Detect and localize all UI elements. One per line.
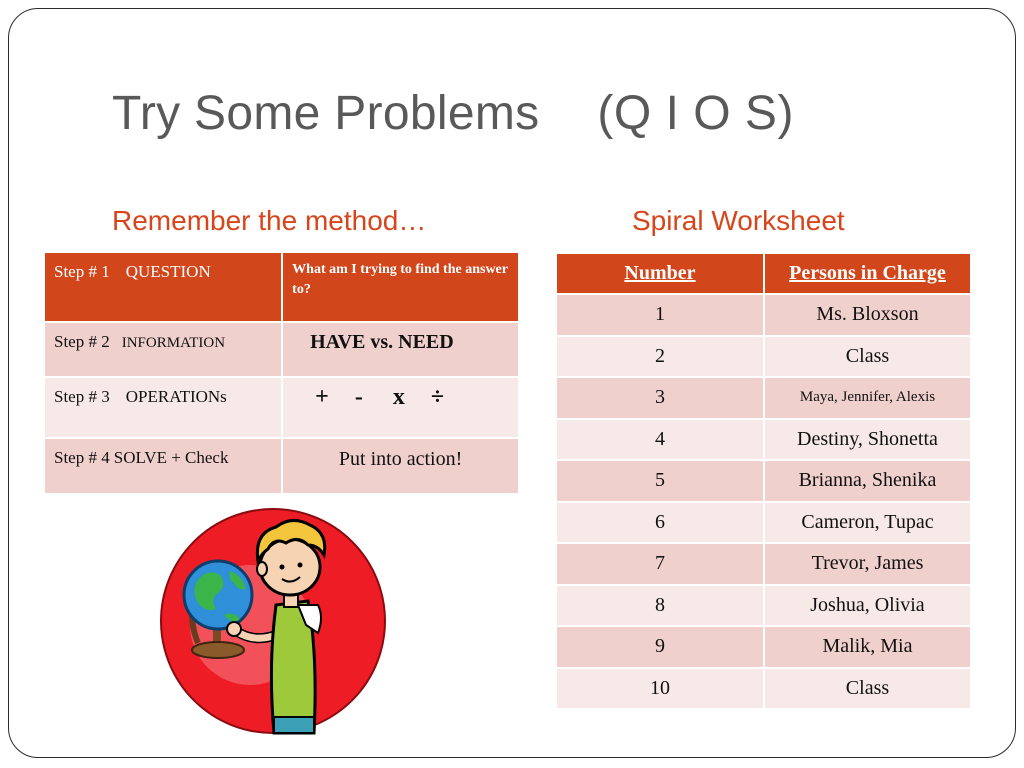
- step3-cell: [44, 377, 282, 438]
- table-row: [556, 336, 971, 378]
- spiral-header-row: [556, 253, 971, 294]
- row-persons: Ms. Bloxson: [764, 294, 971, 336]
- method-row-step1: [44, 252, 519, 322]
- method-heading: Remember the method…: [112, 205, 427, 236]
- row-persons: Maya, Jennifer, Alexis: [764, 377, 971, 419]
- step4-content: Put into action!: [282, 438, 519, 494]
- row-number: 7: [556, 543, 764, 585]
- step3-name: OPERATIONs: [125, 387, 227, 406]
- row-number: 6: [556, 502, 764, 544]
- row-persons: Class: [764, 336, 971, 378]
- row-number: 5: [556, 460, 764, 502]
- step1-cell: [44, 252, 282, 322]
- row-persons: Brianna, Shenika: [764, 460, 971, 502]
- row-persons: Destiny, Shonetta: [764, 419, 971, 461]
- step4-number: Step # 4: [54, 448, 110, 467]
- persons-column-header: Persons in Charge: [764, 253, 971, 294]
- table-row: [556, 668, 971, 710]
- step1-number: Step # 1: [54, 262, 110, 281]
- row-number: 4: [556, 419, 764, 461]
- table-row: [556, 419, 971, 461]
- spiral-heading: Spiral Worksheet: [632, 205, 845, 236]
- row-persons: Joshua, Olivia: [764, 585, 971, 627]
- minus-symbol: -: [354, 384, 363, 410]
- step2-content: HAVE vs. NEED: [282, 322, 519, 377]
- step2-number: Step # 2: [54, 332, 110, 351]
- slide-title: [112, 86, 794, 141]
- step2-cell: [44, 322, 282, 377]
- row-number: 2: [556, 336, 764, 378]
- times-symbol: x: [392, 384, 405, 410]
- row-persons: Trevor, James: [764, 543, 971, 585]
- table-row: [556, 626, 971, 668]
- step2-name: INFORMATION: [121, 335, 226, 351]
- divide-symbol: ÷: [430, 384, 445, 410]
- step1-name: QUESTION: [125, 262, 211, 281]
- plus-symbol: +: [315, 384, 329, 410]
- row-persons: Malik, Mia: [764, 626, 971, 668]
- row-persons: Cameron, Tupac: [764, 502, 971, 544]
- step4-cell: [44, 438, 282, 494]
- table-row: [556, 543, 971, 585]
- table-row: [556, 585, 971, 627]
- step3-operations: [282, 377, 519, 438]
- row-number: 9: [556, 626, 764, 668]
- method-row-step2: [44, 322, 519, 377]
- row-persons: Class: [764, 668, 971, 710]
- step1-question: What am I trying to find the answer to?: [282, 252, 519, 322]
- table-row: [556, 460, 971, 502]
- boy-with-globe-icon: [158, 505, 388, 737]
- table-row: [556, 377, 971, 419]
- row-number: 10: [556, 668, 764, 710]
- spiral-table: [555, 252, 972, 710]
- step3-number: Step # 3: [54, 387, 110, 406]
- method-row-step4: [44, 438, 519, 494]
- step4-name: SOLVE + Check: [113, 448, 229, 467]
- row-number: 3: [556, 377, 764, 419]
- table-row: [556, 502, 971, 544]
- table-row: [556, 294, 971, 336]
- number-column-header: Number: [556, 253, 764, 294]
- method-row-step3: [44, 377, 519, 438]
- title-text: Try Some Problems: [112, 87, 540, 140]
- method-table: [43, 251, 520, 495]
- row-number: 8: [556, 585, 764, 627]
- title-qios: (Q I O S): [597, 87, 794, 140]
- row-number: 1: [556, 294, 764, 336]
